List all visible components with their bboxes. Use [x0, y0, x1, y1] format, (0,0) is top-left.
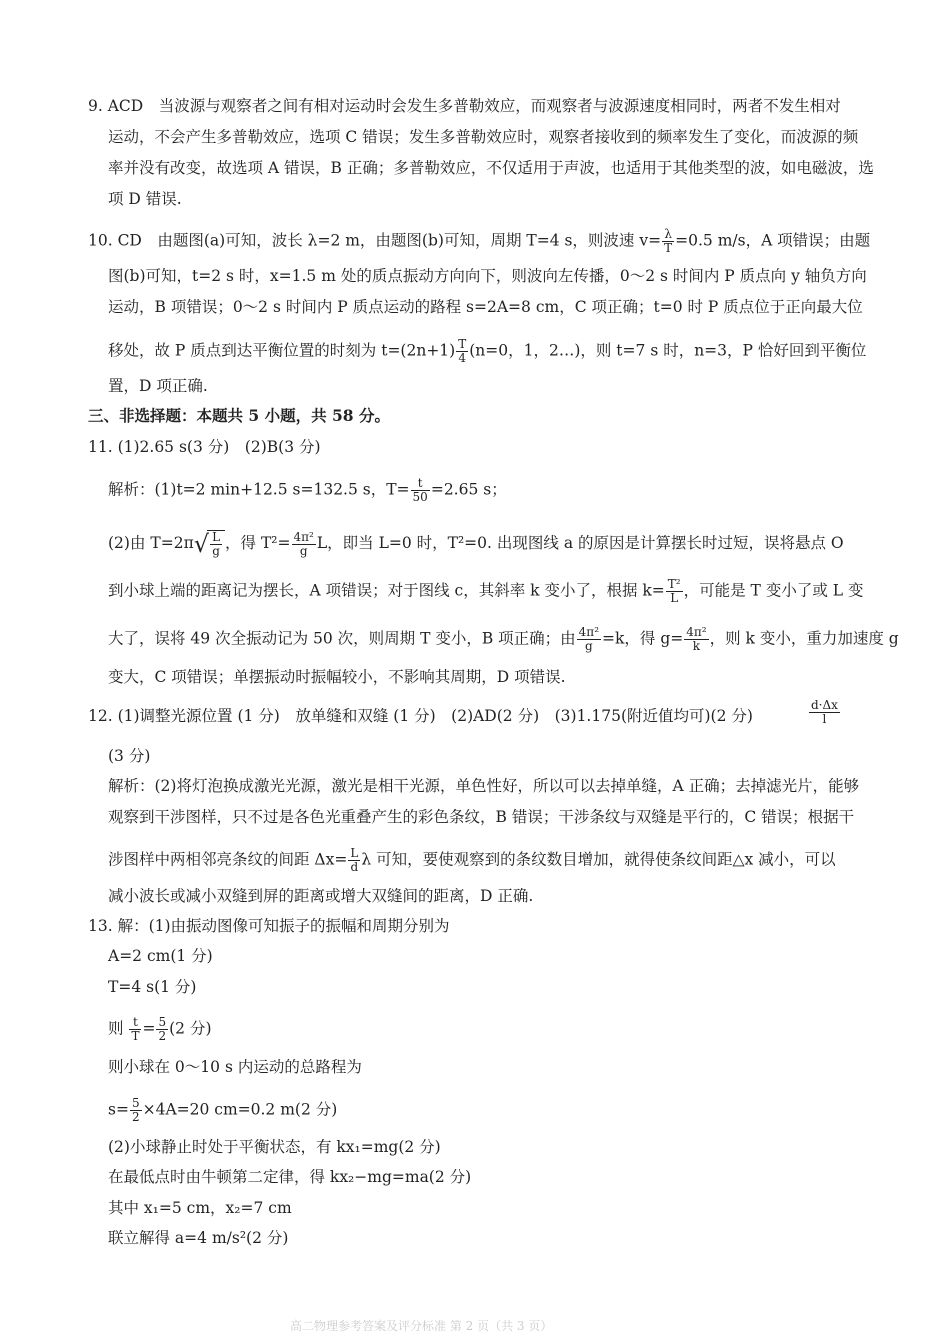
q12-line-2: (3 分): [108, 747, 151, 765]
q11-line-4: [108, 578, 863, 605]
q12-text-5a: 涉图样中两相邻亮条纹的间距 Δx=: [108, 850, 348, 869]
fraction-den: k: [692, 639, 701, 653]
q13-line-6: [108, 1097, 337, 1124]
q10-text-1b: =0.5 m/s，A 项错误；由题: [675, 231, 871, 250]
fraction-num: 4π²: [686, 625, 707, 639]
q13-line-7: (2)小球静止时处于平衡状态，有 kx₁=mg(2 分): [108, 1138, 441, 1156]
fraction-den: 2: [131, 1110, 140, 1124]
q13-line-1: 13. 解：(1)由振动图像可知振子的振幅和周期分别为: [88, 917, 450, 935]
fraction-4pi2-over-k: [684, 626, 708, 653]
fraction-T2-over-L: [666, 578, 683, 605]
fraction-num: T²: [667, 577, 681, 591]
fraction-den: d: [350, 860, 359, 874]
q11-line-5: [108, 626, 899, 653]
q12-text-5b: λ 可知，要使观察到的条纹数目增加，就得使条纹间距△x 减小，可以: [361, 850, 836, 869]
q12-formula: [808, 699, 841, 726]
q10-line-4: [108, 338, 866, 365]
q13-line-10: 联立解得 a=4 m/s²(2 分): [108, 1229, 289, 1247]
q10-text-4b: (n=0，1，2…)，则 t=7 s 时，n=3，P 恰好回到平衡位: [469, 341, 867, 360]
q13-line-4: [108, 1016, 212, 1043]
q11-line-3: [108, 530, 844, 558]
q13-line-8: 在最低点时由牛顿第二定律，得 kx₂−mg=ma(2 分): [108, 1168, 472, 1186]
q13-line-9: 其中 x₁=5 cm，x₂=7 cm: [108, 1199, 292, 1217]
sqrt-symbol: √: [193, 530, 210, 558]
fraction-den: g: [212, 544, 220, 558]
q11-line-1: 11. (1)2.65 s(3 分) (2)B(3 分): [88, 438, 321, 456]
fraction-num: L: [212, 530, 221, 544]
q13-line-3: T=4 s(1 分): [108, 978, 197, 996]
q11-text-4b: ，可能是 T 变小了或 L 变: [683, 581, 864, 600]
fraction-den: 2: [158, 1029, 167, 1043]
fraction-5-over-2: [130, 1097, 142, 1124]
fraction-num: 4π²: [578, 625, 600, 639]
q13-line-5: 则小球在 0～10 s 内运动的总路程为: [108, 1058, 362, 1076]
q11-line-2: [108, 477, 507, 504]
fraction-den: T: [131, 1029, 140, 1043]
fraction-den: T: [664, 241, 673, 255]
fraction-num: 4π²: [293, 529, 314, 544]
fraction-den: L: [670, 591, 679, 605]
q13-text-4b: =: [142, 1019, 156, 1038]
q11-text-5b: =k，得 g=: [602, 629, 684, 648]
fraction-num: λ: [662, 228, 674, 242]
sqrt-body: [207, 530, 225, 558]
q11-text-3a: (2)由 T=2π: [108, 534, 194, 552]
page-footer: 高二物理参考答案及评分标准 第 2 页（共 3 页）: [290, 1319, 553, 1333]
fraction-d-dx-over-l: [809, 699, 840, 726]
fraction-L-over-g: [210, 531, 222, 558]
q12-line-3: 解析：(2)将灯泡换成激光光源，激光是相干光源，单色性好，所以可以去掉单缝，A 正确；去掉滤光片，能够: [108, 777, 860, 795]
fraction-5-over-2: [156, 1016, 168, 1043]
q13-text-6a: s=: [108, 1100, 129, 1119]
q13-text-4a: 则: [108, 1019, 124, 1038]
fraction-T-over-4: [456, 338, 468, 365]
fraction-den: g: [585, 639, 593, 653]
fraction-num: t: [411, 477, 430, 491]
fraction-den: 50: [412, 490, 428, 504]
fraction-num: T: [458, 337, 467, 351]
q9-line-2: 运动，不会产生多普勒效应，选项 C 错误；发生多普勒效应时，观察者接收到的频率发生了变化，而波源的频: [108, 128, 859, 146]
q10-line-3: 运动，B 项错误；0～2 s 时间内 P 质点运动的路程 s=2A=8 cm，C 项正确；t=0 时 P 质点位于正向最大位: [108, 298, 863, 316]
fraction-num: L: [350, 846, 359, 860]
fraction-den: g: [299, 543, 308, 558]
q12-line-1: 12. (1)调整光源位置 (1 分) 放单缝和双缝 (1 分) (2)AD(2 分) (3)1.175(附近值均可)(2 分): [88, 707, 753, 725]
fraction-t-over-50: [411, 477, 430, 504]
fraction-den: l: [822, 712, 827, 726]
q13-text-6b: ×4A=20 cm=0.2 m(2 分): [142, 1100, 338, 1119]
q11-text-3c: L，即当 L=0 时，T²=0. 出现图线 a 的原因是计算摆长时过短，误将悬点 O: [316, 534, 844, 552]
fraction-4pi2-over-g: [292, 531, 316, 558]
fraction-num: 5: [158, 1015, 167, 1029]
q11-text-5a: 大了，误将 49 次全振动记为 50 次，则周期 T 变小，B 项正确；由: [108, 629, 576, 648]
q10-line-2: 图(b)可知，t=2 s 时，x=1.5 m 处的质点振动方向向下，则波向左传播，0～2 s 时间内 P 质点向 y 轴负方向: [108, 267, 867, 285]
q9-line-1: 9. ACD 当波源与观察者之间有相对运动时会发生多普勒效应，而观察者与波源速度相同时，两者不发生相对: [88, 97, 841, 115]
fraction-num: t: [129, 1016, 141, 1030]
fraction-num: 5: [131, 1096, 140, 1110]
q10-line-1: [88, 228, 870, 255]
q11-text-5c: ，则 k 变小，重力加速度 g: [709, 629, 899, 648]
q10-line-5: 置，D 项正确.: [108, 377, 208, 395]
q11-text-3b: ，得 T²=: [225, 534, 291, 552]
fraction-den: 4: [458, 351, 467, 365]
fraction-lambda-over-T: [662, 228, 674, 255]
q9-line-3: 率并没有改变，故选项 A 错误，B 正确；多普勒效应，不仅适用于声波，也适用于其他类型的波，如电磁波，选: [108, 159, 874, 177]
q11-text-2b: =2.65 s；: [430, 480, 507, 499]
q11-line-6: 变大，C 项错误；单摆振动时振幅较小，不影响其周期，D 项错误.: [108, 668, 566, 686]
q13-line-2: A=2 cm(1 分): [108, 947, 213, 965]
fraction-L-over-d: [348, 847, 360, 874]
q11-text-4a: 到小球上端的距离记为摆长，A 项错误；对于图线 c，其斜率 k 变小了，根据 k=: [108, 581, 665, 600]
q11-text-2a: 解析：(1)t=2 min+12.5 s=132.5 s，T=: [108, 480, 410, 499]
q10-text-4a: 移处，故 P 质点到达平衡位置的时刻为 t=(2n+1): [108, 341, 456, 360]
q12-line-6: 减小波长或减小双缝到屏的距离或增大双缝间的距离，D 正确.: [108, 887, 534, 905]
fraction-4pi2-over-g: [577, 626, 601, 653]
q13-text-4c: (2 分): [169, 1019, 212, 1038]
q12-line-5: [108, 847, 836, 874]
q9-line-4: 项 D 错误.: [108, 190, 182, 208]
q10-text-1a: 10. CD 由题图(a)可知，波长 λ=2 m，由题图(b)可知，周期 T=4 s，则波速 v=: [88, 231, 662, 250]
fraction-num: d·Δx: [811, 698, 838, 712]
q12-line-4: 观察到干涉图样，只不过是各色光重叠产生的彩色条纹，B 错误；干涉条纹与双缝是平行的，C 错误；根据干: [108, 808, 855, 826]
section-heading: 三、非选择题：本题共 5 小题，共 58 分。: [88, 406, 390, 425]
fraction-t-over-T: [129, 1016, 141, 1043]
